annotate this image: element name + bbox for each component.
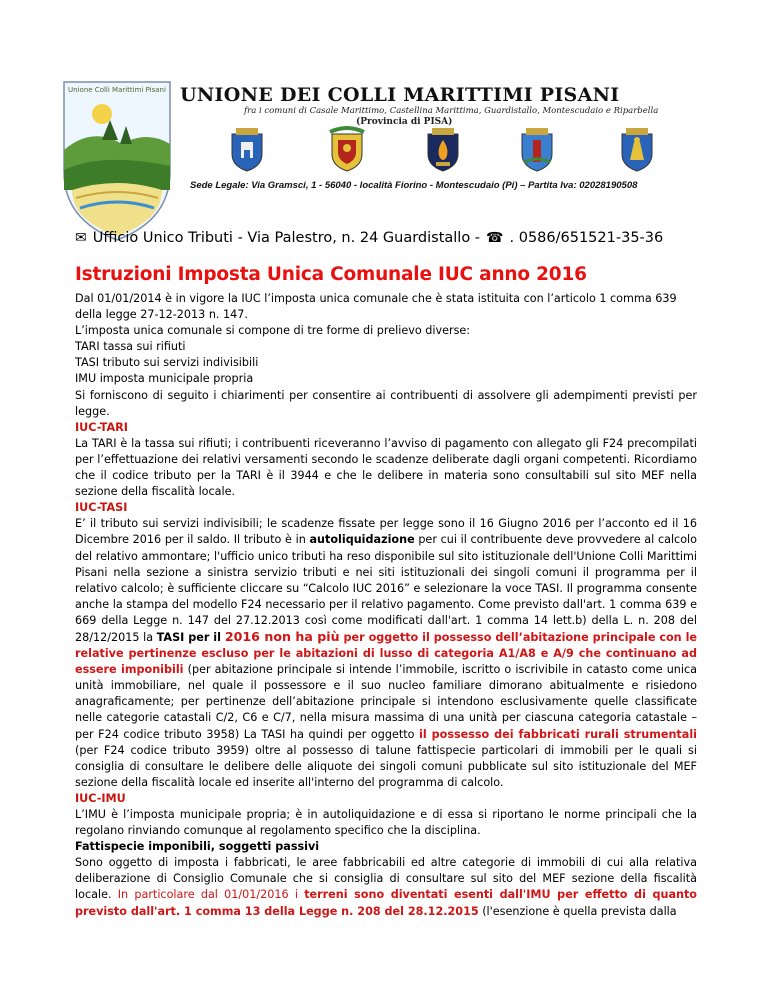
office-line <box>75 230 663 246</box>
intro-list-item: TARI tassa sui rifiuti <box>75 340 186 354</box>
office-text: Ufficio Unico Tributi - Via Palestro, n. 24 Guardistallo - <box>92 230 481 246</box>
crest-leone-icon <box>328 126 366 172</box>
crest-cavaliere-icon <box>618 126 656 172</box>
crest-fiamma-icon <box>424 126 462 172</box>
intro-paragraph: Dal 01/01/2014 è in vigore la IUC l’imposta unica comunale che è stata istituita con l’articolo 1 comma 639 della legge 27-12-2013 n. 147. <box>75 292 677 322</box>
intro-closing: Si forniscono di seguito i chiarimenti per consentire ai contribuenti di assolvere gli adempimenti previsti per legge. <box>75 388 697 418</box>
crest-castello-icon <box>228 126 266 172</box>
tasi-paragraph: E’ il tributo sui servizi indivisibili; le scadenze fissate per legge sono il 16 Giugno 2016 per l’acconto ed il 16 Dicembre 2016 per il saldo. Il tributo è in autoliquidazione per cui il contribuente deve provvedere al calcolo del relativo ammontare; l'ufficio unico tributi ha reso disponibile sul sito istituzionale dell'Unione Colli Marittimi Pisani nella sezione a sinistra servizio tributi e nei siti istituzionali dei singoli comuni il programma per il relativo calcolo; è sufficiente cliccare su “Calcolo IUC 2016” e selezionare la voce TASI. Il programma consente anche la stampa del modello F24 necessario per il relativo pagamento. Come previsto dall'art. 1 comma 639 e 669 della Legge n. 147 del 27.12.2013 così come modificati dall'art. 1 comma 14 lett.b) della L. n. 208 del 28/12/2015 la TASI per il 2016 non ha più per oggetto il possesso dell’abitazione principale con le relative pertinenze escluso per le abitazioni di lusso di categoria A1/A8 e A/9 che continuano ad essere imponibili (per abitazione principale si intende l’immobile, iscritto o iscrivibile in catasto come unica unità immobiliare, nel quale il possessore e il suo nucleo familiare dimorano abitualmente e risiedono anagraficamente; per pertinenze dell’abitazione principale si intendono esclusivamente quelle classificate nelle categorie catastali C/2, C6 e C/7, nella misura massima di una unità per ciascuna categoria catastale – per F24 codice tributo 3958) La TASI ha quindi per oggetto il possesso dei fabbricati rurali strumentali (per F24 codice tributo 3959) oltre al possesso di talune fattispecie particolari di immobili per le quali si consiglia di consultare le delibere delle aliquote dei singoli comuni pubblicate sul sito istituzionale del MEF sezione della fiscalità locale ed inserite all'interno del programma di calcolo. <box>75 517 698 789</box>
imu-heading: IUC-IMU <box>75 791 126 805</box>
page-title: Istruzioni Imposta Unica Comunale IUC anno 2016 <box>75 264 587 285</box>
union-logo <box>62 80 172 242</box>
document-body <box>75 291 697 920</box>
org-name: UNIONE DEI COLLI MARITTIMI PISANI <box>180 84 620 106</box>
tasi-heading: IUC-TASI <box>75 501 128 515</box>
imu-paragraph: L’IMU è l’imposta municipale propria; è in autoliquidazione e di essa si riportano le norme principali che la regolano rinviando comunque al regolamento specifico che la disciplina. <box>75 808 697 838</box>
envelope-icon: ✉ <box>75 230 87 246</box>
crest-torre-icon <box>518 126 556 172</box>
intro-line: L’imposta unica comunale si compone di tre forme di prelievo diverse: <box>75 324 471 338</box>
municipal-crests <box>228 126 698 176</box>
intro-list-item: TASI tributo sui servizi indivisibili <box>75 356 259 370</box>
org-subtitle: fra i comuni di Casale Marittimo, Castellina Marittima, Guardistallo, Montescudaio e Riparbella <box>244 106 659 116</box>
province: (Provincia di PISA) <box>356 117 453 127</box>
tari-paragraph: La TARI è la tassa sui rifiuti; i contribuenti riceveranno l’avviso di pagamento con allegato gli F24 precompilati per l’effettuazione dei relativi versamenti secondo le scadenze deliberate dagli organi competenti. Ricordiamo che il codice tributo per la TARI è il 3944 e che le delibere in materia sono consultabili sul sito MEF nella sezione della fiscalità locale. <box>75 436 697 499</box>
phone-icon: ☎ <box>486 230 504 246</box>
tari-heading: IUC-TARI <box>75 420 128 434</box>
office-phone: . 0586/651521-35-36 <box>509 230 664 246</box>
fattispecie-heading: Fattispecie imponibili, soggetti passivi <box>75 840 320 854</box>
intro-list-item: IMU imposta municipale propria <box>75 372 254 386</box>
fattispecie-paragraph: Sono oggetto di imposta i fabbricati, le aree fabbricabili ed altre categorie di immobili di cui alla relativa deliberazione di Consiglio Comunale che si consiglia di consultare sul sito del MEF sezione della fiscalità locale. In particolare dal 01/01/2016 i terreni sono diventati esenti dall'IMU per effetto di quanto previsto dall'art. 1 comma 13 della Legge n. 208 del 28.12.2015 (l'esenzione è quella prevista dalla <box>75 856 697 918</box>
logo-caption: Unione Colli Marittimi Pisani <box>68 86 166 94</box>
legal-address: Sede Legale: Via Gramsci, 1 - 56040 - località Fiorino - Montescudaio (Pi) – Partita Iva: 02028190508 <box>190 180 638 191</box>
